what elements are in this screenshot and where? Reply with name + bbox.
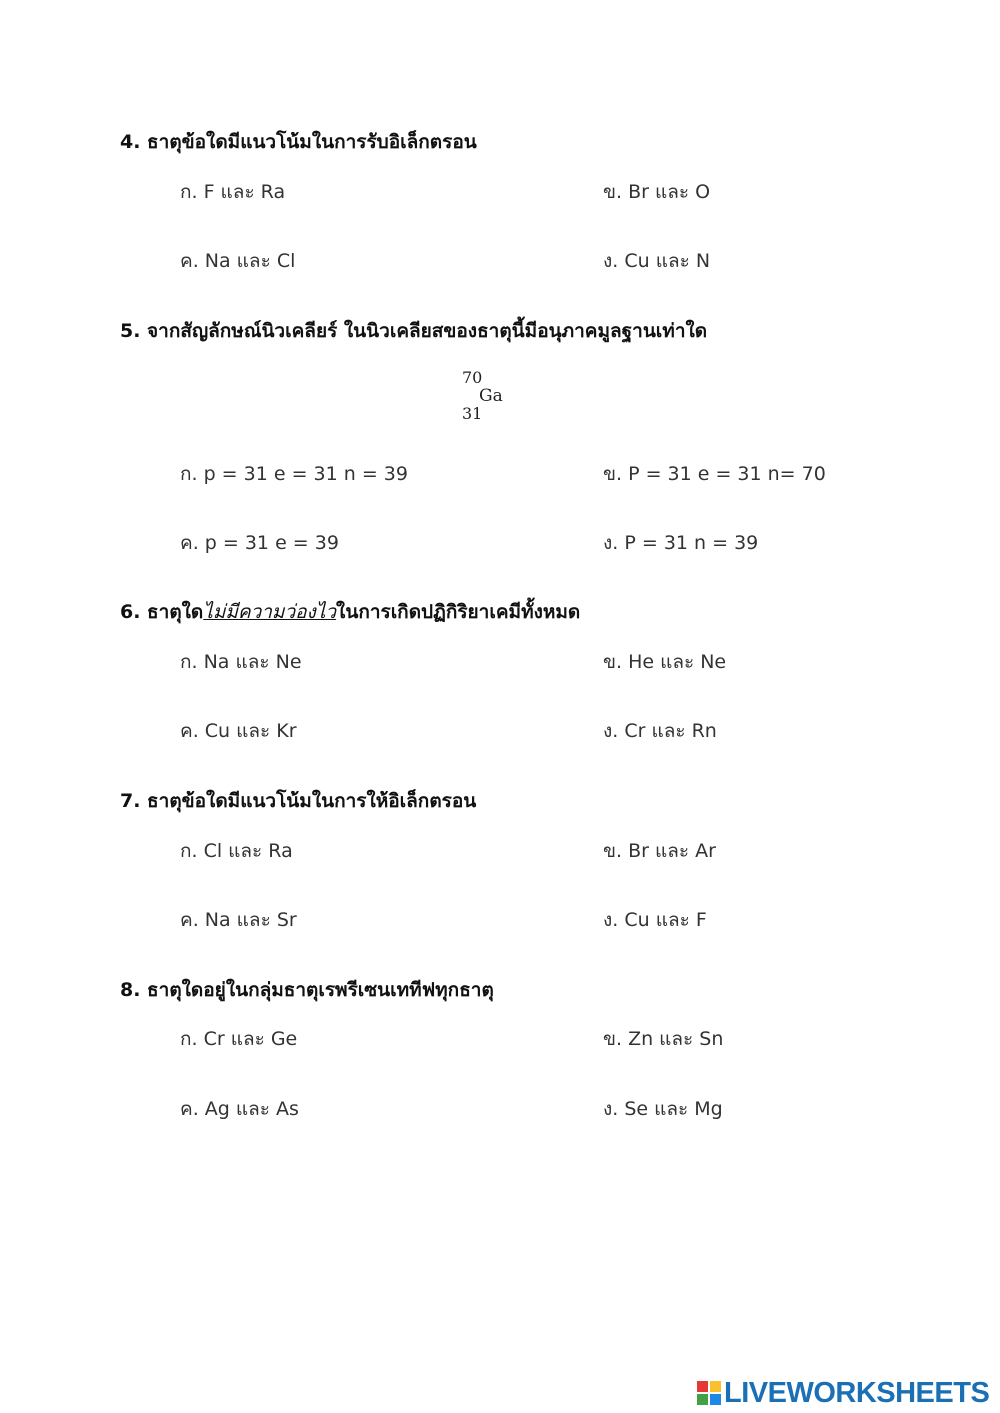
question-4-option-d[interactable]: ง. Cu และ N [603, 250, 711, 272]
question-8-option-b[interactable]: ข. Zn และ Sn [603, 1028, 724, 1050]
atomic-number: 31 [462, 404, 483, 423]
question-6-option-a[interactable]: ก. Na และ Ne [180, 651, 302, 673]
question-6-option-c[interactable]: ค. Cu และ Kr [180, 720, 297, 742]
question-4-option-a[interactable]: ก. F และ Ra [180, 181, 286, 203]
question-6-prefix: 6. ธาตุใด [120, 601, 204, 623]
question-7-option-d[interactable]: ง. Cu และ F [603, 909, 707, 931]
question-7-text: 7. ธาตุข้อใดมีแนวโน้มในการให้อิเล็กตรอน [120, 790, 477, 812]
logo-grid-icon [697, 1381, 721, 1405]
liveworksheets-logo [697, 1376, 989, 1410]
question-7-option-a[interactable]: ก. Cl และ Ra [180, 840, 293, 862]
question-4-option-c[interactable]: ค. Na และ Cl [180, 250, 296, 272]
question-6-suffix: ในการเกิดปฏิกิริยาเคมีทั้งหมด [336, 601, 581, 623]
question-6-option-d[interactable]: ง. Cr และ Rn [603, 720, 717, 742]
logo-square-e [710, 1394, 721, 1405]
nuclear-symbol [462, 368, 522, 428]
question-8-option-d[interactable]: ง. Se และ Mg [603, 1098, 723, 1120]
question-5-option-a[interactable]: ก. p = 31 e = 31 n = 39 [180, 463, 408, 485]
question-8-text: 8. ธาตุใดอยู่ในกลุ่มธาตุเรพรีเซนเททีฟทุกธาตุ [120, 979, 494, 1001]
question-7-option-c[interactable]: ค. Na และ Sr [180, 909, 297, 931]
question-8-option-c[interactable]: ค. Ag และ As [180, 1098, 299, 1120]
brand-text: LIVEWORKSHEETS [724, 1376, 990, 1409]
question-6-emphasis: ไม่มีความว่องไว [203, 601, 337, 623]
question-5-text: 5. จากสัญลักษณ์นิวเคลียร์ ในนิวเคลียสของธาตุนี้มีอนุภาคมูลฐานเท่าใด [120, 320, 708, 342]
question-5-option-d[interactable]: ง. P = 31 n = 39 [603, 532, 759, 554]
question-6-option-b[interactable]: ข. He และ Ne [603, 651, 727, 673]
question-4-text: 4. ธาตุข้อใดมีแนวโน้มในการรับอิเล็กตรอน [120, 131, 477, 153]
mass-number: 70 [462, 368, 483, 387]
logo-square-i [710, 1381, 721, 1392]
question-8-option-a[interactable]: ก. Cr และ Ge [180, 1028, 298, 1050]
question-4-option-b[interactable]: ข. Br และ O [603, 181, 711, 203]
question-5-option-b[interactable]: ข. P = 31 e = 31 n= 70 [603, 463, 826, 485]
question-5-option-c[interactable]: ค. p = 31 e = 39 [180, 532, 339, 554]
question-6-text [120, 597, 580, 627]
question-7-option-b[interactable]: ข. Br และ Ar [603, 840, 716, 862]
logo-square-v [697, 1394, 708, 1405]
logo-square-l [697, 1381, 708, 1392]
element-symbol: Ga [479, 386, 503, 406]
